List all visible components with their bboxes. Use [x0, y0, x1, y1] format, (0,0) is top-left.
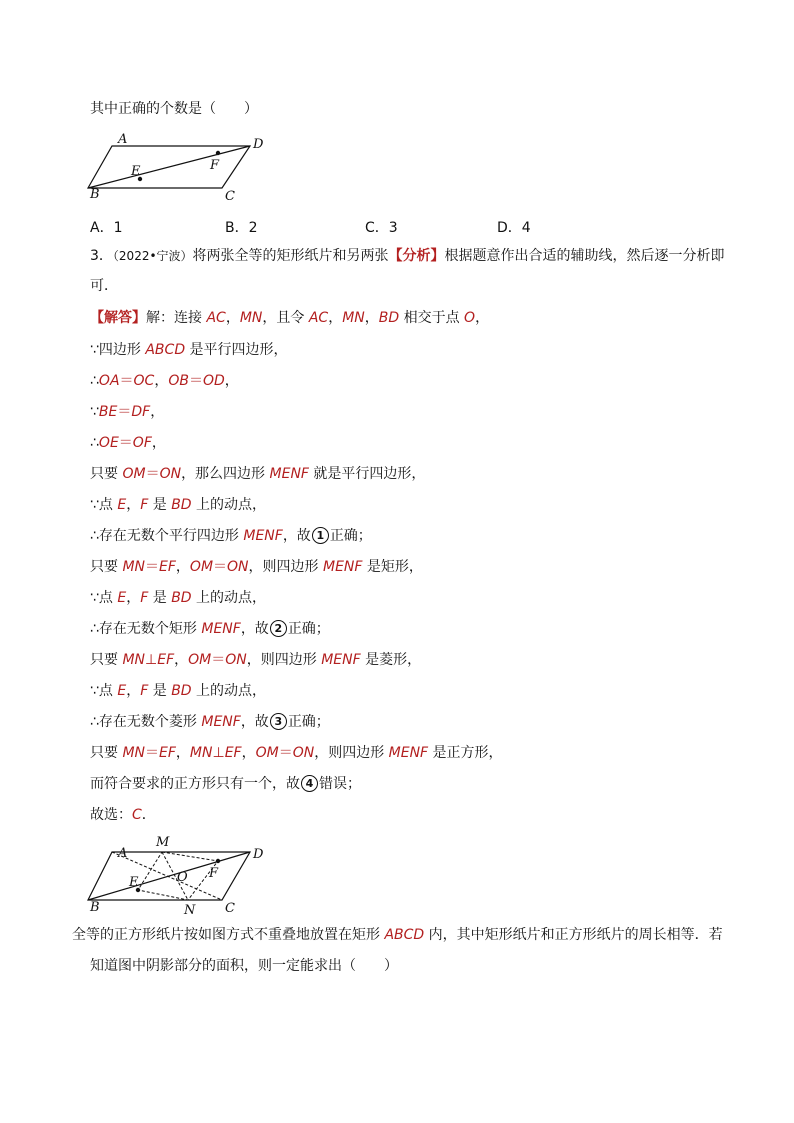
answer: C — [132, 807, 142, 823]
math: ON — [227, 559, 249, 575]
question3-header — [90, 246, 725, 266]
t: ∴存在无数个平行四边形 — [90, 528, 244, 544]
math: MENF — [388, 745, 429, 761]
t: 只要 — [90, 745, 123, 761]
solution-line-9 — [90, 557, 423, 577]
label-c: C — [225, 189, 235, 204]
math: OM — [189, 559, 214, 575]
t: ∵ — [90, 404, 99, 420]
math: OM — [188, 652, 212, 668]
math: O — [464, 310, 476, 326]
math: EF — [224, 745, 242, 761]
math: BD — [171, 497, 192, 513]
math: BE — [98, 404, 118, 420]
math: MN — [239, 310, 263, 326]
t: ∵点 — [90, 590, 118, 606]
t: 只要 — [90, 652, 123, 668]
t: ，故 — [240, 714, 269, 730]
math: ON — [225, 652, 247, 668]
math: E — [117, 590, 127, 606]
t: ＝ — [278, 745, 293, 761]
t: ∴存在无数个矩形 — [90, 621, 202, 637]
question-stem: 其中正确的个数是（ ） — [90, 101, 258, 117]
t: 正确； — [287, 621, 330, 637]
math: MN — [122, 559, 146, 575]
t: ∵点 — [90, 683, 118, 699]
math: BD — [378, 310, 400, 326]
t: ， — [364, 310, 379, 326]
math: OE — [98, 435, 119, 451]
t: ， — [475, 310, 490, 326]
t: ， — [225, 310, 240, 326]
t: ＝ — [118, 435, 133, 451]
math: OB — [168, 373, 189, 389]
t: 上的动点， — [191, 683, 267, 699]
math: OF — [132, 435, 152, 451]
math: F — [140, 683, 149, 699]
t: 正确； — [287, 714, 330, 730]
math: ON — [292, 745, 315, 761]
t: ，则四边形 — [246, 652, 322, 668]
choice-d: D．4 — [497, 220, 531, 236]
t: ∴存在无数个菱形 — [90, 714, 202, 730]
t: ⊥ — [145, 652, 158, 668]
math: E — [117, 497, 127, 513]
t: 是 — [148, 590, 172, 606]
continuation-line-2: 知道图中阴影部分的面积，则一定能求出（ ） — [90, 958, 398, 974]
math: E — [117, 683, 127, 699]
t: ， — [126, 497, 141, 513]
solution-line-11 — [90, 619, 330, 639]
circled-number: 2 — [270, 620, 287, 637]
t: 错误； — [319, 776, 361, 792]
point-f — [216, 859, 220, 863]
t: ＝ — [211, 652, 226, 668]
label-f: F — [210, 158, 220, 173]
t: ， — [151, 435, 166, 451]
t: ， — [174, 652, 189, 668]
solution-line-17 — [90, 805, 156, 825]
t: 故选： — [90, 807, 132, 823]
question-source: （2022•宁波） — [112, 249, 193, 263]
solution-line-1 — [90, 308, 489, 328]
t: 内，其中矩形纸片和正方形纸片的周长相等．若 — [424, 927, 723, 943]
math: AC — [206, 310, 226, 326]
t: ， — [126, 683, 141, 699]
solution-line-12 — [90, 650, 421, 670]
choice-b: B．2 — [225, 220, 258, 236]
math: OC — [133, 373, 155, 389]
math: OA — [98, 373, 120, 389]
analysis-text: 根据题意作出合适的辅助线，然后逐一分析即 — [444, 248, 725, 264]
math: OM — [255, 745, 279, 761]
t: ∴ — [90, 373, 99, 389]
math: MENF — [321, 652, 361, 668]
circled-number: 1 — [312, 527, 329, 544]
t: ，则四边形 — [314, 745, 389, 761]
label-e: E — [131, 164, 141, 179]
t: ， — [175, 745, 190, 761]
math: MENF — [269, 466, 309, 482]
t: 全等的正方形纸片按如图方式不重叠地放置在矩形 — [72, 927, 385, 943]
t: ＝ — [213, 559, 228, 575]
math: MENF — [243, 528, 283, 544]
math: MENF — [201, 714, 241, 730]
t: 是菱形， — [360, 652, 422, 668]
t: ＝ — [188, 373, 203, 389]
t: ＝ — [145, 745, 160, 761]
solution-tag: 【解答】 — [90, 310, 146, 326]
t: ＝ — [119, 373, 134, 389]
t: 只要 — [90, 559, 123, 575]
solution-line-7 — [90, 495, 266, 515]
solution-line-15 — [90, 743, 503, 763]
math: F — [140, 497, 149, 513]
math: DF — [131, 404, 151, 420]
t: ＝ — [145, 559, 160, 575]
t: ∴ — [90, 435, 99, 451]
math: OM — [122, 466, 146, 482]
analysis-continuation: 可． — [90, 278, 118, 294]
solution-line-8 — [90, 526, 372, 546]
solution-line-16 — [90, 774, 361, 794]
solution-line-14 — [90, 712, 330, 732]
t: 是平行四边形， — [185, 342, 288, 358]
question-number: 3． — [90, 248, 113, 264]
t: ，则四边形 — [248, 559, 323, 575]
solution-line-3 — [90, 371, 239, 391]
t: ， — [154, 373, 169, 389]
parallelogram-figure — [80, 128, 280, 206]
label-o: O — [177, 870, 188, 885]
t: ， — [150, 404, 165, 420]
label-m: M — [156, 835, 170, 850]
label-a: A — [118, 132, 128, 147]
question-text: 将两张全等的矩形纸片和另两张 — [192, 248, 389, 264]
t: ． — [141, 807, 156, 823]
math: MENF — [322, 559, 363, 575]
label-d: D — [253, 847, 264, 862]
label-n: N — [184, 903, 196, 918]
t: 是 — [148, 497, 172, 513]
t: ＝ — [145, 466, 160, 482]
t: ， — [175, 559, 190, 575]
continuation-line-1 — [72, 925, 723, 945]
t: 正确； — [329, 528, 372, 544]
t: ， — [224, 373, 239, 389]
t: ， — [126, 590, 141, 606]
t: 是 — [148, 683, 172, 699]
math: MN — [122, 745, 146, 761]
solution-line-4 — [90, 402, 164, 422]
math: OD — [202, 373, 225, 389]
t: 解：连接 — [146, 310, 207, 326]
t: 就是平行四边形， — [308, 466, 426, 482]
t: 是正方形， — [428, 745, 503, 761]
circled-number: 4 — [301, 775, 318, 792]
math: ABCD — [145, 342, 186, 358]
solution-line-10 — [90, 588, 266, 608]
t: 相交于点 — [399, 310, 465, 326]
math: EF — [159, 559, 176, 575]
label-b: B — [90, 900, 100, 915]
t: ， — [241, 745, 256, 761]
t: ∵点 — [90, 497, 118, 513]
t: ，故 — [240, 621, 269, 637]
math: MENF — [201, 621, 241, 637]
choice-a: A．1 — [90, 220, 123, 236]
math: ABCD — [384, 927, 425, 943]
solution-line-5 — [90, 433, 166, 453]
t: 只要 — [90, 466, 123, 482]
label-a: A — [118, 846, 128, 861]
t: ， — [328, 310, 343, 326]
t: ，故 — [282, 528, 311, 544]
label-b: B — [90, 187, 100, 202]
t: ＝ — [117, 404, 132, 420]
label-e: E — [129, 875, 139, 890]
analysis-tag: 【分析】 — [388, 248, 445, 264]
solution-line-6 — [90, 464, 425, 484]
label-f: F — [209, 866, 219, 881]
math: EF — [159, 745, 176, 761]
circled-number: 3 — [270, 713, 287, 730]
solution-line-13 — [90, 681, 266, 701]
math: BD — [171, 683, 192, 699]
math: MN — [189, 745, 213, 761]
t: 是矩形， — [362, 559, 423, 575]
t: ，且令 — [262, 310, 309, 326]
t: ∵四边形 — [90, 342, 146, 358]
math: AC — [308, 310, 329, 326]
math: F — [140, 590, 149, 606]
t: 上的动点， — [191, 497, 267, 513]
math: MN — [342, 310, 365, 326]
label-c: C — [225, 901, 235, 916]
label-d: D — [253, 137, 264, 152]
t: 上的动点， — [191, 590, 267, 606]
math: EF — [157, 652, 175, 668]
math: BD — [171, 590, 192, 606]
math: ON — [159, 466, 182, 482]
choice-c: C．3 — [365, 220, 398, 236]
t: ⊥ — [212, 745, 225, 761]
t: ，那么四边形 — [181, 466, 270, 482]
solution-figure — [80, 830, 280, 920]
t: 而符合要求的正方形只有一个，故 — [90, 776, 300, 792]
math: MN — [122, 652, 146, 668]
solution-line-2 — [90, 340, 288, 360]
point-f — [216, 151, 220, 155]
